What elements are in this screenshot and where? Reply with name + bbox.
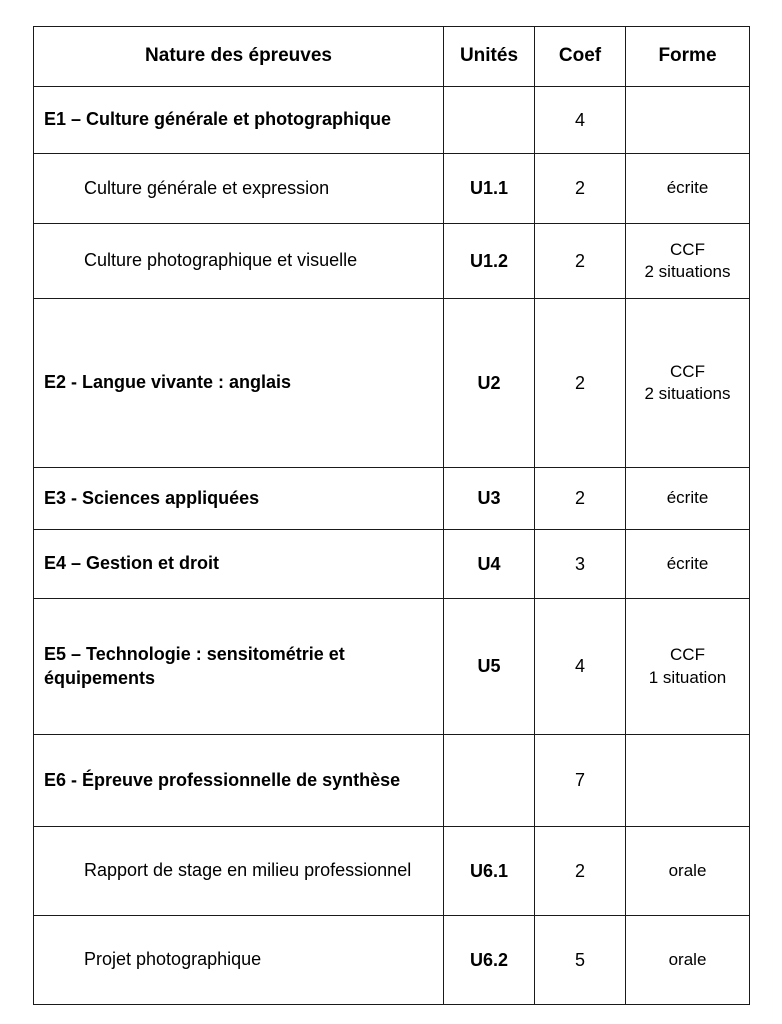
cell-unite	[444, 468, 535, 530]
table-row	[34, 154, 750, 224]
coefficient-text: 4	[574, 656, 585, 677]
cell-forme	[626, 827, 750, 916]
cell-unite	[444, 87, 535, 154]
unit-code-text: U4	[477, 553, 501, 574]
exam-form-text	[626, 553, 749, 575]
cell-unite	[444, 735, 535, 827]
unit-code-text: U6.1	[469, 860, 509, 881]
cell-unite	[444, 827, 535, 916]
exam-table-container	[33, 26, 749, 1005]
exam-form-line-1: CCF	[670, 239, 705, 259]
cell-unite	[444, 530, 535, 599]
exam-form-line-1: écrite	[666, 553, 709, 573]
table-header-row	[34, 27, 750, 87]
table-row	[34, 224, 750, 299]
table-body	[34, 87, 750, 1005]
cell-coef	[535, 599, 626, 735]
exam-name-text: Culture générale et expression	[84, 177, 330, 198]
exam-form-line-1: CCF	[670, 361, 705, 381]
table-row	[34, 599, 750, 735]
cell-coef	[535, 735, 626, 827]
exam-name-text: E2 - Langue vivante : anglais	[44, 372, 292, 393]
exam-name-text: Projet photographique	[84, 949, 262, 970]
exam-name-text: E4 – Gestion et droit	[44, 553, 220, 574]
cell-nature	[34, 154, 444, 224]
cell-nature	[34, 299, 444, 468]
cell-unite	[444, 599, 535, 735]
cell-forme	[626, 299, 750, 468]
exam-name-text: Rapport de stage en milieu professionnel	[84, 860, 412, 881]
exam-form-line-1: orale	[668, 860, 707, 880]
cell-forme	[626, 224, 750, 299]
unit-code-text: U3	[477, 488, 501, 509]
exam-form-line-1: écrite	[666, 488, 709, 508]
table-header	[34, 27, 750, 87]
cell-unite	[444, 299, 535, 468]
table-row	[34, 299, 750, 468]
cell-unite	[444, 916, 535, 1005]
exam-form-text	[626, 949, 749, 971]
column-header-forme: Forme	[626, 27, 750, 87]
exam-name-text: E6 - Épreuve professionnelle de synthèse	[44, 769, 401, 790]
table-row	[34, 468, 750, 530]
cell-forme	[626, 916, 750, 1005]
cell-forme	[626, 530, 750, 599]
coefficient-text: 2	[574, 372, 585, 393]
cell-unite	[444, 224, 535, 299]
cell-forme	[626, 735, 750, 827]
coefficient-text: 7	[574, 770, 585, 791]
exam-form-line-1: orale	[668, 949, 707, 969]
cell-forme	[626, 87, 750, 154]
coefficient-text: 2	[574, 860, 585, 881]
cell-nature	[34, 87, 444, 154]
unit-code-text: U6.2	[469, 949, 509, 970]
cell-unite	[444, 154, 535, 224]
exam-form-line-1: écrite	[666, 178, 709, 198]
cell-nature	[34, 599, 444, 735]
coefficient-text: 5	[574, 949, 585, 970]
exam-form-text	[626, 361, 749, 405]
unit-code-text: U5	[477, 656, 501, 677]
exam-form-text	[626, 644, 749, 688]
table-row	[34, 827, 750, 916]
exam-schedule-table	[33, 26, 750, 1005]
exam-form-line-2: 2 situations	[644, 262, 731, 281]
cell-coef	[535, 530, 626, 599]
exam-form-text	[626, 487, 749, 509]
unit-code-text: U1.1	[469, 178, 509, 199]
exam-name-text: E3 - Sciences appliquées	[44, 487, 260, 508]
cell-forme	[626, 599, 750, 735]
exam-form-text	[626, 177, 749, 199]
cell-forme	[626, 154, 750, 224]
cell-coef	[535, 827, 626, 916]
cell-coef	[535, 468, 626, 530]
cell-coef	[535, 87, 626, 154]
cell-coef	[535, 299, 626, 468]
exam-name-text: E5 – Technologie : sensitométrie et équipements	[44, 643, 345, 688]
coefficient-text: 2	[574, 178, 585, 199]
column-header-coef: Coef	[535, 27, 626, 87]
cell-nature	[34, 735, 444, 827]
cell-nature	[34, 827, 444, 916]
cell-coef	[535, 154, 626, 224]
coefficient-text: 4	[574, 109, 585, 130]
exam-form-text	[626, 860, 749, 882]
unit-code-text: U1.2	[469, 250, 509, 271]
column-header-nature: Nature des épreuves	[34, 27, 444, 87]
coefficient-text: 2	[574, 250, 585, 271]
coefficient-text: 3	[574, 553, 585, 574]
cell-nature	[34, 530, 444, 599]
coefficient-text: 2	[574, 488, 585, 509]
exam-form-line-1: CCF	[670, 645, 705, 665]
table-row	[34, 87, 750, 154]
unit-code-text: U2	[477, 372, 501, 393]
table-row	[34, 916, 750, 1005]
cell-nature	[34, 224, 444, 299]
exam-form-line-2: 1 situation	[648, 667, 727, 687]
table-row	[34, 735, 750, 827]
cell-forme	[626, 468, 750, 530]
exam-form-line-2: 2 situations	[644, 384, 731, 403]
column-header-unites: Unités	[444, 27, 535, 87]
cell-coef	[535, 224, 626, 299]
table-row	[34, 530, 750, 599]
exam-name-text: E1 – Culture générale et photographique	[44, 109, 392, 130]
cell-nature	[34, 468, 444, 530]
cell-nature	[34, 916, 444, 1005]
cell-coef	[535, 916, 626, 1005]
exam-form-text	[626, 239, 749, 283]
exam-name-text: Culture photographique et visuelle	[84, 250, 358, 271]
